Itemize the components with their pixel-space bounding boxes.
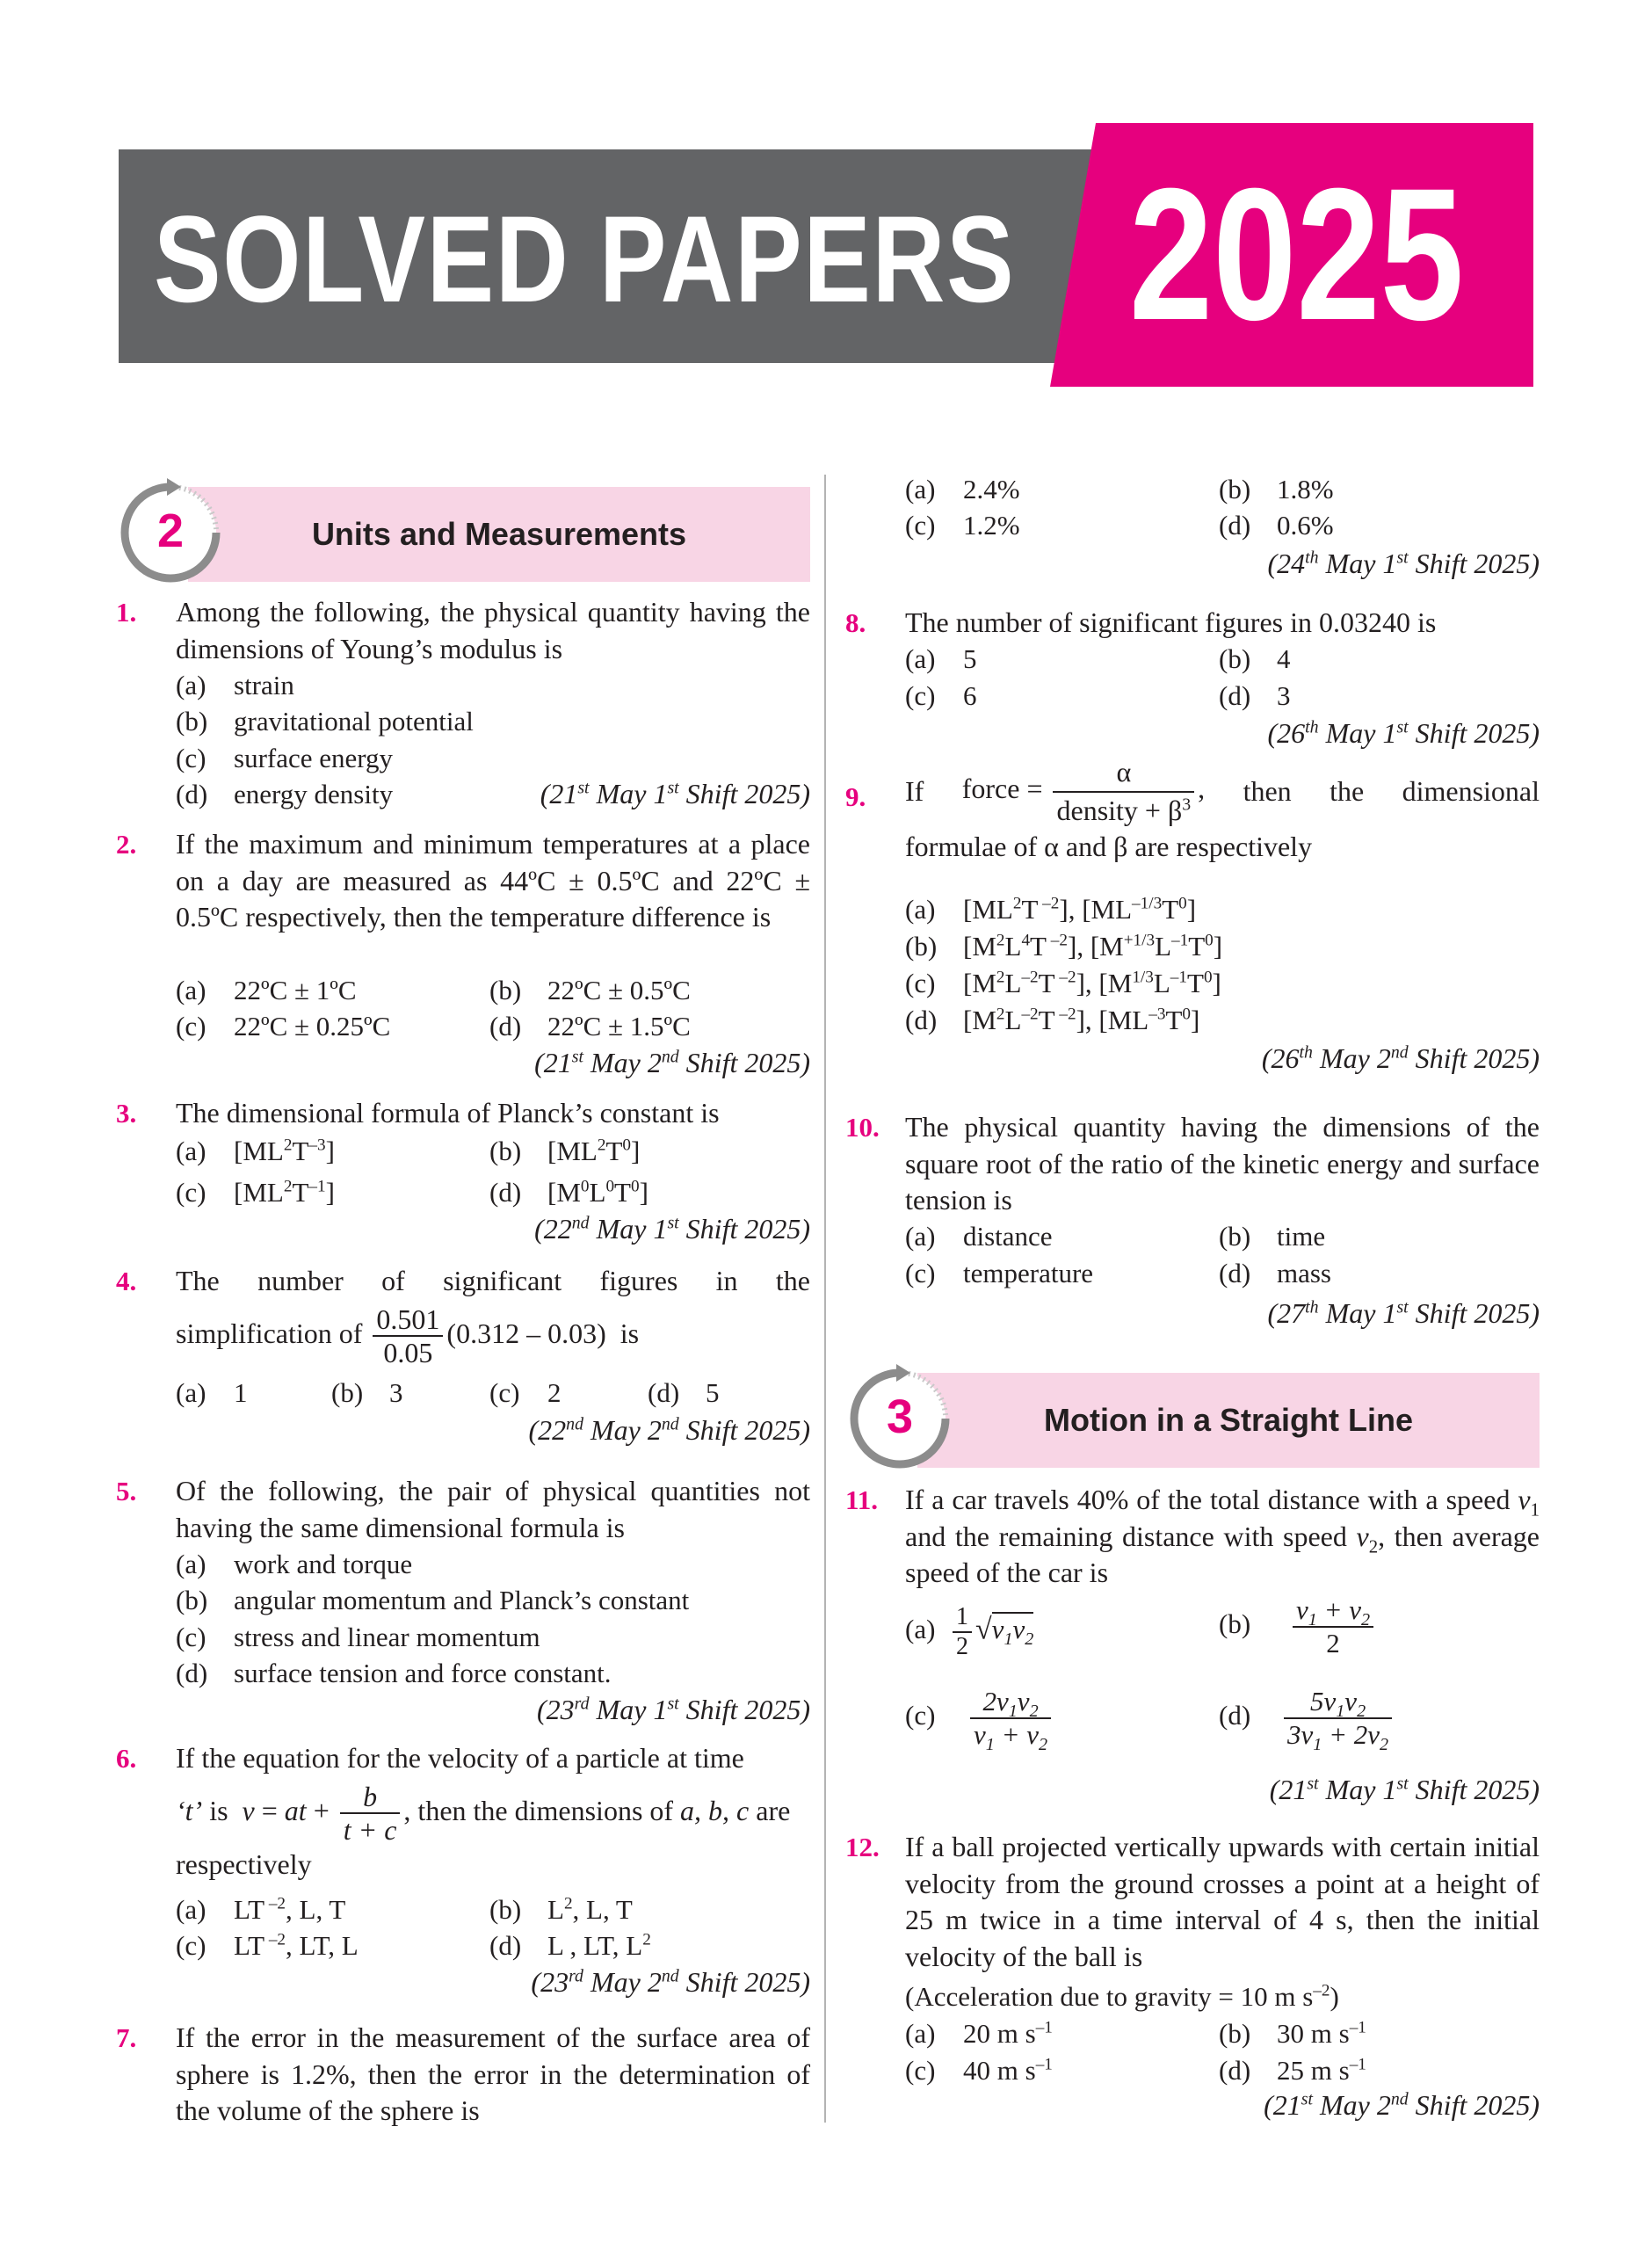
option-c: (c) stress and linear momentum: [176, 1622, 540, 1652]
banner-year: 2025: [1129, 149, 1464, 359]
option-a: (a) 22ºC ± 1ºC: [176, 975, 357, 1005]
question-text: Of the following, the pair of physical quantities not having the same dimensional formula is: [176, 1475, 810, 1543]
option-b: (b) $L^2$, L, T: [489, 1894, 633, 1925]
option-c: (c) 2: [489, 1377, 562, 1408]
chapter-number: 3: [886, 1390, 914, 1443]
option-c: (c) 6: [905, 680, 977, 711]
question-text: The physical quantity having the dimensions of the square root of the ratio of the kinetic energy and surface tension is: [905, 1111, 1540, 1216]
option-b: (b) time: [1219, 1221, 1326, 1252]
chapter-header: [845, 1362, 1540, 1468]
source-tag: (26th May 1st Shift 2025): [1267, 717, 1540, 749]
source-tag: (21st May 2nd Shift 2025): [1264, 2089, 1540, 2121]
option-c: (c) temperature: [905, 1258, 1094, 1288]
chapter-header: [116, 476, 810, 582]
question-number: 6.: [116, 1743, 137, 1774]
option-a: (a) 2.4%: [905, 474, 1020, 504]
question-text: If the equation for the velocity of a particle at time ‘t’ is v = at + $\frac{b}{t + c}$ , then the dimensions of a, b, c are respectively: [176, 1742, 791, 1881]
option-a: (a) $\frac{1}{2}$ $√v_1v_2$: [905, 1603, 1034, 1661]
option-c: (c) 40 m $s^{-1}$: [905, 2055, 1053, 2086]
question-number: 3.: [116, 1098, 137, 1129]
option-b: (b) 30 m $s^{-1}$: [1219, 2018, 1366, 2049]
question-text: If the error in the measurement of the surface area of sphere is 1.2%, then the error in the determination of the volume of the sphere is: [176, 2021, 810, 2126]
column-divider: [824, 475, 826, 2123]
option-c: (c) 22ºC ± 0.25ºC: [176, 1011, 391, 1042]
option-b: (b) 1.8%: [1219, 474, 1334, 504]
option-c: (c) [$M^2L^{-2}T$ $^{-2}$], $[M^{1/3}L^{-1}T^0]$: [905, 968, 1221, 998]
option-d: (d) energy density: [176, 779, 394, 809]
option-a: (a) LT $^{-2}$, L, T: [176, 1894, 346, 1925]
option-d: (d) $[M^0L^0T^0]$: [489, 1177, 648, 1208]
chapter-title: Units and Measurements: [311, 516, 687, 552]
option-d: (d) L , LT, $L^2$: [489, 1930, 651, 1961]
source-tag: (21st May 2nd Shift 2025): [534, 1047, 810, 1078]
question-number: 5.: [116, 1476, 137, 1506]
question-text: Among the following, the physical quantity having the dimensions of Young’s modulus is: [176, 596, 810, 664]
option-d: (d) 0.6%: [1219, 510, 1334, 541]
option-b: (b) 3: [331, 1377, 403, 1408]
chapter-title: Motion in a Straight Line: [1044, 1402, 1413, 1438]
option-a: (a) strain: [176, 670, 294, 700]
option-a: (a) 20 m $s^{-1}$: [905, 2018, 1053, 2049]
option-a: (a) 1: [176, 1377, 248, 1408]
option-d: (d) 25 m $s^{-1}$: [1219, 2055, 1366, 2086]
option-b: (b) angular momentum and Planck’s constant: [176, 1585, 690, 1615]
question-text: The number of significant figures in 0.03240 is: [905, 606, 1437, 638]
acceleration-note: (Acceleration due to gravity = 10 m $s^{-2}$): [905, 1981, 1339, 2012]
question-number: 8.: [845, 607, 866, 638]
question-text: The number of significant figures in the simplification of $\frac{0.501}{0.05}$ (0.312 – 0.03) is: [176, 1265, 810, 1369]
source-tag: (23rd May 1st Shift 2025): [537, 1694, 810, 1725]
option-d: (d) 5: [648, 1377, 720, 1408]
question-text: The dimensional formula of Planck’s constant is: [176, 1097, 720, 1129]
source-tag: (22nd May 1st Shift 2025): [534, 1213, 810, 1245]
option-c: (c) $[ML^2T^{-1}]$: [176, 1177, 335, 1208]
source-tag: (27th May 1st Shift 2025): [1267, 1297, 1540, 1329]
question-number: 1.: [116, 597, 137, 628]
option-c: (c) surface energy: [176, 743, 394, 773]
question-number: 4.: [116, 1266, 137, 1296]
question-number: 10.: [845, 1112, 880, 1143]
question-number: 2.: [116, 829, 137, 860]
option-d: (d) 3: [1219, 680, 1291, 711]
question-text: If force = $\frac{\alpha}{density + \beta^3}$ , then the dimensional formulae of α and β are respectively: [905, 756, 1540, 863]
source-tag: (22nd May 2nd Shift 2025): [528, 1414, 810, 1446]
source-tag: (26th May 2nd Shift 2025): [1261, 1042, 1540, 1074]
chapter-number: 2: [156, 504, 185, 557]
source-tag: (21st May 1st Shift 2025): [540, 778, 810, 809]
option-d: (d) [$M^2L^{-2}T$ $^{-2}$], $[ML^{-3}T^0]$: [905, 1005, 1200, 1035]
option-a: (a) $[ML^2T^{-3}]$: [176, 1136, 335, 1166]
option-b: (b) [$M^2L^4T$ $^{-2}$], $[M^{+1/3}L^{-1}T^0]$: [905, 931, 1223, 962]
banner-title: SOLVED PAPERS: [154, 190, 1016, 328]
question-text: If a car travels 40% of the total distance with a speed $v_1$ and the remaining distance with speed $v_2$, then average speed of the car is: [905, 1484, 1540, 1588]
question-text: If a ball projected vertically upwards with certain initial velocity from the ground crosses a point at a height of 25 m twice in a time interval of 4 s, then the initial velocity of the ball is: [905, 1831, 1540, 1972]
question-number: 12.: [845, 1832, 880, 1862]
option-a: (a) work and torque: [176, 1549, 413, 1579]
option-d: (d) surface tension and force constant.: [176, 1658, 612, 1688]
option-b: (b) $\frac{v_1 + v_2}{2}$: [1219, 1594, 1377, 1658]
option-c: (c) $\frac{2v_1v_2}{v_1 + v_2}$: [905, 1686, 1054, 1750]
option-c: (c) 1.2%: [905, 510, 1020, 541]
option-d: (d) $\frac{5v_1v_2}{3v_1 + 2v_2}$: [1219, 1686, 1395, 1750]
option-a: (a) 5: [905, 643, 977, 674]
option-b: (b) $[ML^2T^0]$: [489, 1136, 641, 1166]
option-a: (a) [$ML^2T$ $^{-2}$], $[ML^{-1/3}T^0]$: [905, 894, 1197, 925]
option-b: (b) gravitational potential: [176, 706, 474, 737]
question-text: If the maximum and minimum temperatures at a place on a day are measured as 44ºC ± 0.5ºC and 22ºC ± 0.5ºC respectively, then the temperature difference is: [176, 828, 810, 933]
source-tag: (24th May 1st Shift 2025): [1267, 548, 1540, 579]
option-c: (c) LT $^{-2}$, LT, L: [176, 1930, 359, 1961]
question-number: 7.: [116, 2022, 137, 2053]
source-tag: (23rd May 2nd Shift 2025): [531, 1966, 810, 1998]
question-number: 11.: [845, 1484, 879, 1515]
option-d: (d) mass: [1219, 1258, 1331, 1288]
option-d: (d) 22ºC ± 1.5ºC: [489, 1011, 691, 1042]
option-a: (a) distance: [905, 1221, 1053, 1252]
question-number: 9.: [845, 781, 866, 812]
option-b: (b) 22ºC ± 0.5ºC: [489, 975, 691, 1005]
option-b: (b) 4: [1219, 643, 1291, 674]
source-tag: (21st May 1st Shift 2025): [1269, 1774, 1540, 1805]
